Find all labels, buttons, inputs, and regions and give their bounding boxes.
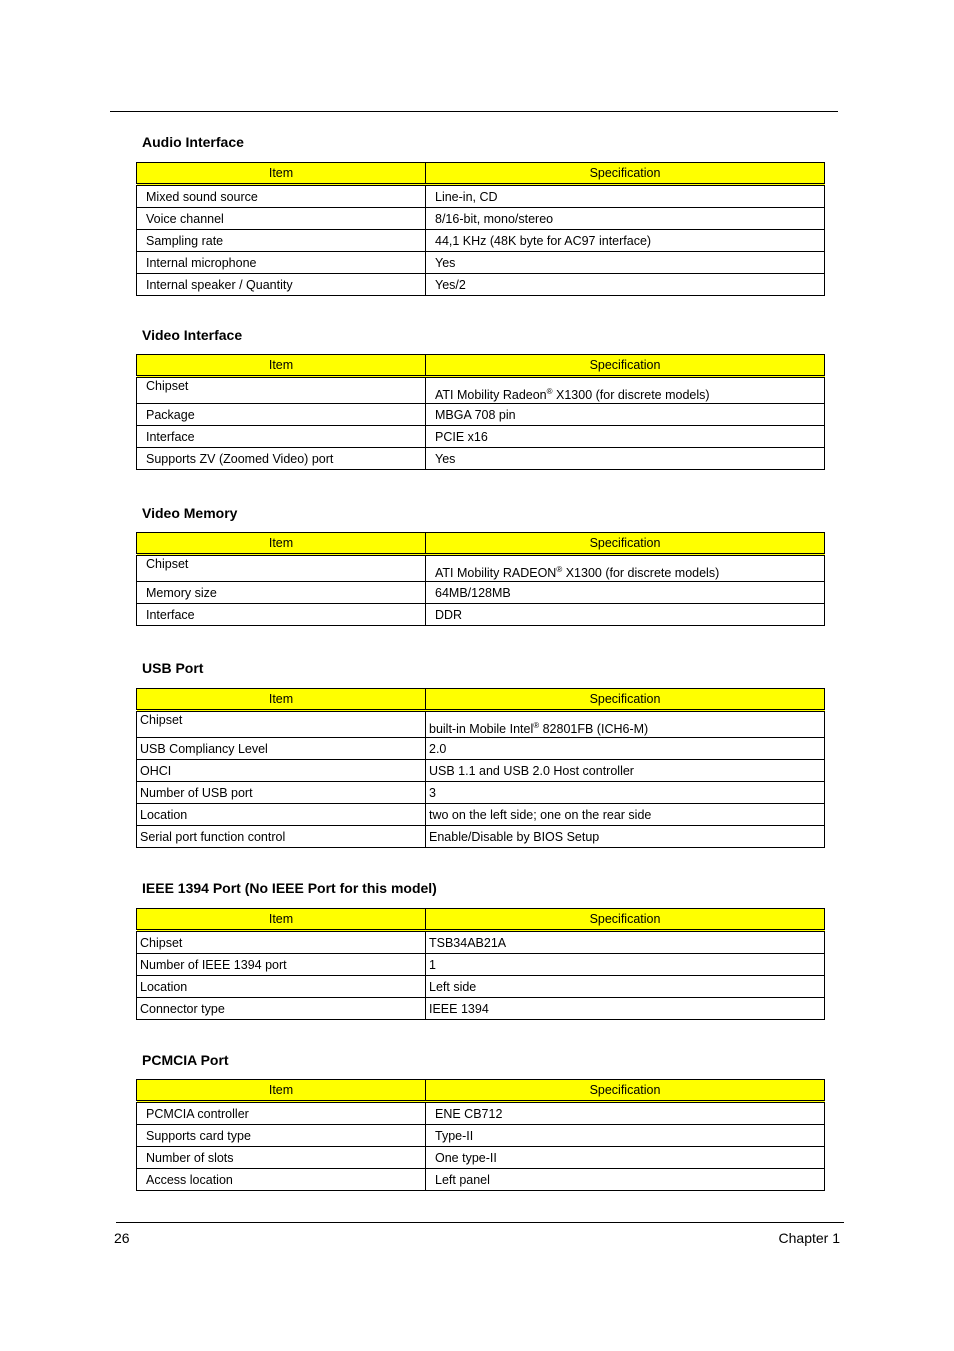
item-cell: Internal microphone (137, 252, 426, 274)
spec-cell: Type-II (426, 1125, 825, 1147)
spec-cell: DDR (426, 604, 825, 626)
table-row (137, 274, 825, 296)
spec-text: ATI Mobility Radeon (435, 388, 547, 402)
item-cell: Voice channel (137, 208, 426, 230)
spec-cell: One type-II (426, 1147, 825, 1169)
spec-cell: USB 1.1 and USB 2.0 Host controller (426, 760, 825, 782)
chapter-label: Chapter 1 (778, 1230, 840, 1246)
table-row (137, 1169, 825, 1191)
table-row (137, 448, 825, 470)
column-header-specification: Specification (426, 533, 825, 555)
spec-cell: 44,1 KHz (48K byte for AC97 interface) (426, 230, 825, 252)
item-cell: Access location (137, 1169, 426, 1191)
item-cell: Chipset (137, 555, 426, 582)
spec-cell: Left side (426, 976, 825, 998)
usb-port-title: USB Port (142, 660, 204, 676)
spec-cell: Line-in, CD (426, 185, 825, 208)
table-row (137, 208, 825, 230)
registered-mark: ® (546, 386, 553, 396)
table-row (137, 760, 825, 782)
item-cell: PCMCIA controller (137, 1102, 426, 1125)
page-number: 26 (114, 1230, 130, 1246)
spec-cell: TSB34AB21A (426, 931, 825, 954)
registered-mark: ® (556, 564, 563, 574)
spec-text: X1300 (for discrete models) (552, 388, 710, 402)
item-cell: Interface (137, 604, 426, 626)
column-header-specification: Specification (426, 163, 825, 185)
item-cell: Supports ZV (Zoomed Video) port (137, 448, 426, 470)
table-row (137, 804, 825, 826)
item-cell: Memory size (137, 582, 426, 604)
column-header-item: Item (137, 163, 426, 185)
top-rule (110, 111, 838, 112)
item-cell: Connector type (137, 998, 426, 1020)
column-header-specification: Specification (426, 689, 825, 711)
table-row (137, 426, 825, 448)
item-cell: Supports card type (137, 1125, 426, 1147)
table-row (137, 931, 825, 954)
pcmcia-port-table (136, 1079, 825, 1191)
item-cell: OHCI (137, 760, 426, 782)
video-interface-title: Video Interface (142, 327, 243, 343)
spec-cell: Yes (426, 252, 825, 274)
table-row (137, 377, 825, 404)
spec-cell: Yes (426, 448, 825, 470)
item-cell: Internal speaker / Quantity (137, 274, 426, 296)
item-cell: Location (137, 804, 426, 826)
item-cell: Number of USB port (137, 782, 426, 804)
item-cell: Chipset (137, 931, 426, 954)
spec-cell (426, 555, 825, 582)
spec-cell (426, 711, 825, 738)
spec-cell: ENE CB712 (426, 1102, 825, 1125)
spec-cell: 1 (426, 954, 825, 976)
table-row (137, 998, 825, 1020)
table-row (137, 826, 825, 848)
column-header-item: Item (137, 533, 426, 555)
spec-cell: Enable/Disable by BIOS Setup (426, 826, 825, 848)
table-row (137, 185, 825, 208)
table-row (137, 604, 825, 626)
column-header-item: Item (137, 1080, 426, 1102)
item-cell: Mixed sound source (137, 185, 426, 208)
spec-text: ATI Mobility RADEON (435, 566, 557, 580)
ieee-1394-table (136, 908, 825, 1020)
video-interface-table (136, 354, 825, 470)
spec-cell: 3 (426, 782, 825, 804)
table-row (137, 582, 825, 604)
bottom-rule (116, 1222, 844, 1223)
table-row (137, 738, 825, 760)
table-row (137, 1102, 825, 1125)
item-cell: Sampling rate (137, 230, 426, 252)
table-row (137, 555, 825, 582)
column-header-specification: Specification (426, 1080, 825, 1102)
spec-cell: 64MB/128MB (426, 582, 825, 604)
spec-cell: 2.0 (426, 738, 825, 760)
column-header-item: Item (137, 909, 426, 931)
table-row (137, 404, 825, 426)
spec-text: built-in Mobile Intel (429, 722, 534, 736)
table-row (137, 782, 825, 804)
spec-cell: 8/16-bit, mono/stereo (426, 208, 825, 230)
item-cell: Number of slots (137, 1147, 426, 1169)
item-cell: Interface (137, 426, 426, 448)
spec-cell: Left panel (426, 1169, 825, 1191)
ieee-1394-title: IEEE 1394 Port (No IEEE Port for this model) (142, 880, 437, 896)
table-row (137, 1147, 825, 1169)
registered-mark: ® (533, 720, 540, 730)
pcmcia-port-title: PCMCIA Port (142, 1052, 229, 1068)
column-header-specification: Specification (426, 909, 825, 931)
spec-cell: Yes/2 (426, 274, 825, 296)
spec-cell (426, 377, 825, 404)
item-cell: Chipset (137, 377, 426, 404)
spec-text: 82801FB (ICH6-M) (539, 722, 649, 736)
table-row (137, 954, 825, 976)
usb-port-table (136, 688, 825, 848)
item-cell: Number of IEEE 1394 port (137, 954, 426, 976)
video-memory-table (136, 532, 825, 626)
column-header-item: Item (137, 355, 426, 377)
item-cell: Package (137, 404, 426, 426)
item-cell: USB Compliancy Level (137, 738, 426, 760)
item-cell: Chipset (137, 711, 426, 738)
table-row (137, 252, 825, 274)
table-row (137, 1125, 825, 1147)
item-cell: Location (137, 976, 426, 998)
video-memory-title: Video Memory (142, 505, 238, 521)
table-row (137, 711, 825, 738)
audio-interface-table (136, 162, 825, 296)
table-row (137, 976, 825, 998)
spec-cell: IEEE 1394 (426, 998, 825, 1020)
spec-cell: PCIE x16 (426, 426, 825, 448)
audio-interface-title: Audio Interface (142, 134, 244, 150)
table-row (137, 230, 825, 252)
item-cell: Serial port function control (137, 826, 426, 848)
spec-cell: MBGA 708 pin (426, 404, 825, 426)
spec-text: X1300 (for discrete models) (562, 566, 720, 580)
spec-cell: two on the left side; one on the rear side (426, 804, 825, 826)
column-header-specification: Specification (426, 355, 825, 377)
column-header-item: Item (137, 689, 426, 711)
